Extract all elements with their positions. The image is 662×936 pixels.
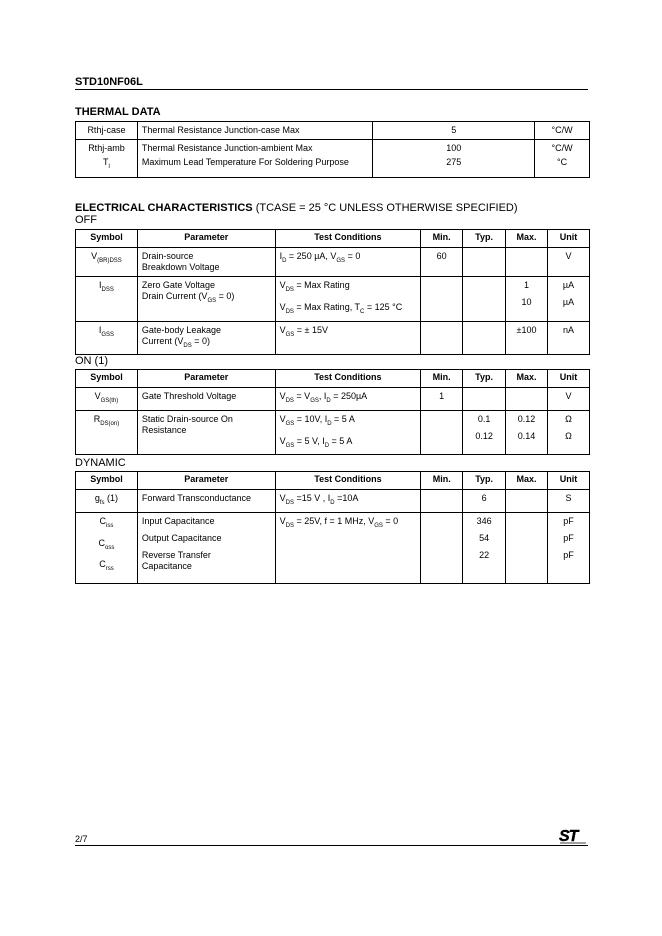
- dynamic-table: [75, 471, 590, 584]
- conditions-cell: $V_{DS} = V_{GS}$, $I_D = 250\mu A$: [275, 388, 421, 411]
- max-cell: ±100: [506, 321, 548, 355]
- col-max: Max.: [506, 370, 548, 388]
- min-cell: [421, 277, 463, 322]
- col-parameter: Parameter: [137, 230, 275, 248]
- st-logo: [558, 826, 588, 849]
- col-max: Max.: [506, 230, 548, 248]
- col-min: Min.: [421, 472, 463, 490]
- col-unit: Unit: [548, 472, 590, 490]
- parameter-cell: Drain-source Breakdown Voltage: [137, 248, 275, 277]
- thermal-heading: THERMAL DATA: [75, 106, 161, 118]
- col-typ: Typ.: [463, 370, 506, 388]
- col-parameter: Parameter: [137, 370, 275, 388]
- symbol-cell: $V_{(BR)DSS}$: [76, 248, 138, 277]
- on-table: [75, 369, 590, 455]
- col-conditions: Test Conditions: [275, 472, 421, 490]
- symbol-cell: $T_l$: [76, 155, 138, 177]
- max-cell: [506, 490, 548, 513]
- parameter-cell: Thermal Resistance Junction-ambient Max: [137, 140, 373, 156]
- unit-cell: °C: [535, 155, 590, 177]
- table-row: [76, 321, 590, 355]
- unit-cell: °C/W: [535, 140, 590, 156]
- col-symbol: Symbol: [76, 472, 138, 490]
- min-cell: 1: [421, 388, 463, 411]
- table-header-row: [76, 472, 590, 490]
- on-heading: ON (1): [75, 355, 108, 367]
- conditions-cell: $V_{DS}$ = Max Rating $V_{DS}$ = Max Rating, $T_C = 125$ °C: [275, 277, 421, 322]
- col-min: Min.: [421, 370, 463, 388]
- table-row: [76, 277, 590, 322]
- thermal-table: [75, 121, 590, 178]
- col-unit: Unit: [548, 370, 590, 388]
- unit-cell: °C/W: [535, 122, 590, 140]
- parameter-cell: Gate Threshold Voltage: [137, 388, 275, 411]
- parameter-cell: Thermal Resistance Junction-case Max: [137, 122, 373, 140]
- value-cell: 5: [373, 122, 535, 140]
- conditions-cell: $V_{GS} = 10V$, $I_D = 5$ A $V_{GS} = 5$ V, $I_D = 5$ A: [275, 410, 421, 455]
- typ-cell: 346 54 22: [463, 512, 506, 583]
- col-min: Min.: [421, 230, 463, 248]
- max-cell: [506, 512, 548, 583]
- conditions-cell: $V_{DS} = 25V$, f = 1 MHz, $V_{GS} = 0$: [275, 512, 421, 583]
- table-row: [76, 155, 590, 177]
- col-symbol: Symbol: [76, 370, 138, 388]
- unit-cell: V: [548, 388, 590, 411]
- symbol-cell: Rthj-amb: [76, 140, 138, 156]
- max-cell: [506, 248, 548, 277]
- max-cell: [506, 388, 548, 411]
- min-cell: [421, 512, 463, 583]
- parameter-cell: Maximum Lead Temperature For Soldering Purpose: [137, 155, 373, 177]
- unit-cell: nA: [548, 321, 590, 355]
- max-cell: 1 10: [506, 277, 548, 322]
- typ-cell: 6: [463, 490, 506, 513]
- unit-cell: V: [548, 248, 590, 277]
- col-typ: Typ.: [463, 472, 506, 490]
- table-row: [76, 122, 590, 140]
- col-conditions: Test Conditions: [275, 370, 421, 388]
- min-cell: [421, 410, 463, 455]
- header-rule: [75, 89, 588, 90]
- typ-cell: [463, 248, 506, 277]
- off-subheading: OFF: [75, 214, 97, 226]
- table-header-row: [76, 370, 590, 388]
- parameter-cell: Static Drain-source On Resistance: [137, 410, 275, 455]
- typ-cell: 0.1 0.12: [463, 410, 506, 455]
- min-cell: [421, 490, 463, 513]
- typ-cell: [463, 321, 506, 355]
- symbol-cell: $C_{iss}$ $C_{oss}$ $C_{rss}$: [76, 512, 138, 583]
- table-row: [76, 140, 590, 156]
- parameter-cell: Input Capacitance Output Capacitance Reverse Transfer Capacitance: [137, 512, 275, 583]
- min-cell: [421, 321, 463, 355]
- table-row: [76, 248, 590, 277]
- table-row: [76, 512, 590, 583]
- symbol-cell: Rthj-case: [76, 122, 138, 140]
- symbol-cell: $I_{GSS}$: [76, 321, 138, 355]
- page-number: 2/7: [75, 834, 88, 844]
- unit-cell: pF pF pF: [548, 512, 590, 583]
- col-max: Max.: [506, 472, 548, 490]
- unit-cell: Ω Ω: [548, 410, 590, 455]
- electrical-heading: ELECTRICAL CHARACTERISTICS (TCASE = 25 °C UNLESS OTHERWISE SPECIFIED): [75, 202, 518, 214]
- parameter-cell: Zero Gate Voltage Drain Current $(V_{GS} = 0)$: [137, 277, 275, 322]
- symbol-cell: $g_{fs}$ (1): [76, 490, 138, 513]
- table-header-row: [76, 230, 590, 248]
- unit-cell: µA µA: [548, 277, 590, 322]
- symbol-cell: $I_{DSS}$: [76, 277, 138, 322]
- max-cell: 0.12 0.14: [506, 410, 548, 455]
- footer-rule: [75, 845, 588, 846]
- table-row: [76, 410, 590, 455]
- min-cell: 60: [421, 248, 463, 277]
- svg-text:ST: ST: [559, 828, 578, 844]
- col-unit: Unit: [548, 230, 590, 248]
- col-conditions: Test Conditions: [275, 230, 421, 248]
- table-row: [76, 490, 590, 513]
- parameter-cell: Forward Transconductance: [137, 490, 275, 513]
- col-typ: Typ.: [463, 230, 506, 248]
- typ-cell: [463, 277, 506, 322]
- table-row: [76, 388, 590, 411]
- dynamic-heading: DYNAMIC: [75, 457, 126, 469]
- conditions-cell: $I_D = 250$ µA, $V_{GS} = 0$: [275, 248, 421, 277]
- conditions-cell: $V_{DS} =15$ V , $I_D =10A$: [275, 490, 421, 513]
- symbol-cell: $V_{GS(th)}$: [76, 388, 138, 411]
- col-symbol: Symbol: [76, 230, 138, 248]
- col-parameter: Parameter: [137, 472, 275, 490]
- parameter-cell: Gate-body Leakage Current $(V_{DS} = 0)$: [137, 321, 275, 355]
- value-cell: 275: [373, 155, 535, 177]
- typ-cell: [463, 388, 506, 411]
- off-table: [75, 229, 590, 355]
- document-title: STD10NF06L: [75, 76, 143, 88]
- unit-cell: S: [548, 490, 590, 513]
- symbol-cell: $R_{DS(on)}$: [76, 410, 138, 455]
- conditions-cell: $V_{GS}$ = ± 15V: [275, 321, 421, 355]
- value-cell: 100: [373, 140, 535, 156]
